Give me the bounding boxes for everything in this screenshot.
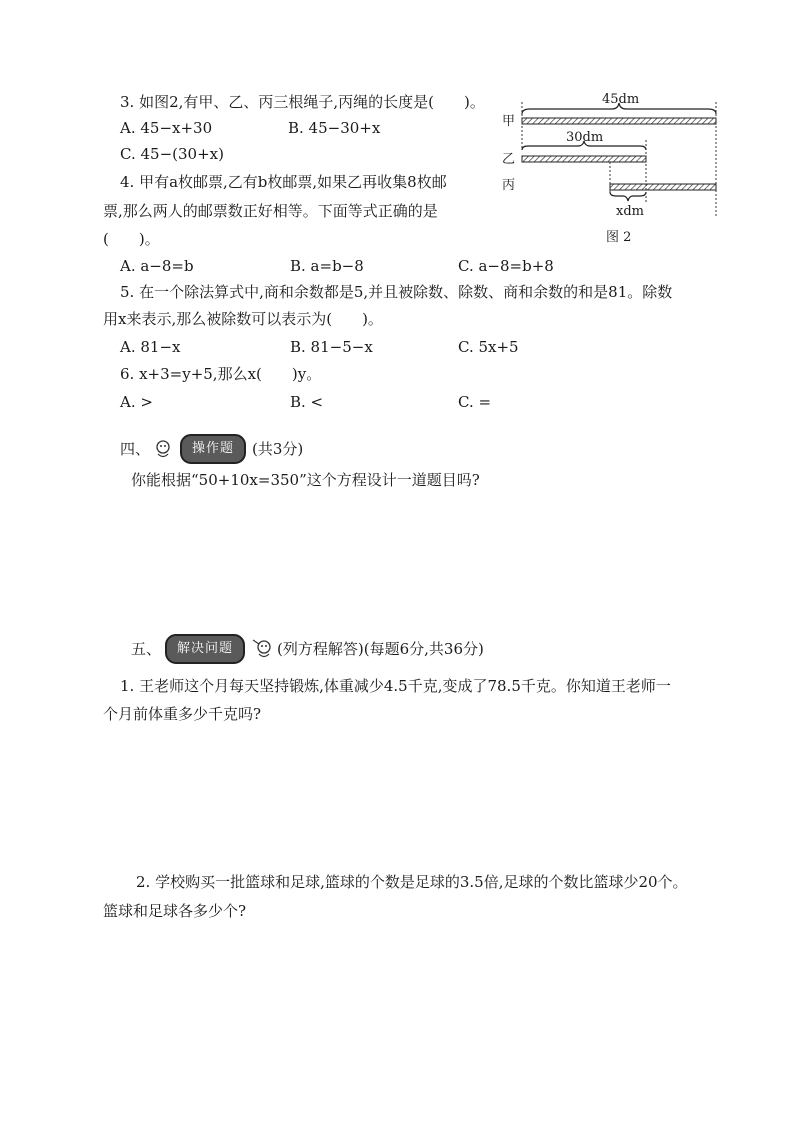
q4-option-c: C. a−8=b+8 — [458, 257, 554, 275]
q5-option-b: B. 81−5−x — [290, 338, 373, 356]
rope-a — [522, 118, 716, 124]
section-5-header — [131, 634, 484, 664]
q6-option-b: B. < — [290, 393, 324, 411]
q4-line-3: ( )。 — [103, 230, 160, 248]
figure-caption: 图 2 — [606, 230, 632, 245]
q4-option-b: B. a=b−8 — [290, 257, 364, 275]
section-5-number: 五、 — [131, 640, 162, 658]
q3-option-b: B. 45−30+x — [288, 119, 381, 137]
section-4-number: 四、 — [120, 440, 151, 458]
q4-line-1: 4. 甲有a枚邮票,乙有b枚邮票,如果乙再收集8枚邮 — [120, 173, 447, 191]
q6-option-c: C. = — [458, 393, 492, 411]
row-label-c: 丙 — [502, 178, 516, 193]
q3-option-c: C. 45−(30+x) — [120, 145, 224, 163]
q5-line-1: 5. 在一个除法算式中,商和余数都是5,并且被除数、除数、商和余数的和是81。除数 — [120, 283, 673, 301]
label-30dm: 30dm — [566, 130, 604, 145]
problem-2-line-2: 篮球和足球各多少个? — [103, 902, 247, 920]
q3-text: 3. 如图2,有甲、乙、丙三根绳子,丙绳的长度是( )。 — [120, 93, 485, 111]
rope-b — [522, 156, 646, 162]
section-4-points: (共3分) — [252, 440, 304, 458]
cartoon-icon — [150, 438, 176, 460]
row-label-a: 甲 — [502, 114, 516, 129]
q3-option-a: A. 45−x+30 — [120, 119, 213, 137]
section-4-header — [120, 434, 303, 464]
section-4-question: 你能根据“50+10x=350”这个方程设计一道题目吗? — [131, 471, 480, 489]
problem-1-line-1: 1. 王老师这个月每天坚持锻炼,体重减少4.5千克,变成了78.5千克。你知道王老师一 — [120, 677, 671, 695]
row-label-b: 乙 — [502, 152, 516, 167]
problem-2-line-1: 2. 学校购买一批篮球和足球,篮球的个数是足球的3.5倍,足球的个数比篮球少20个。 — [136, 873, 688, 891]
problem-1-line-2: 个月前体重多少千克吗? — [103, 705, 262, 723]
q4-option-a: A. a−8=b — [120, 257, 194, 275]
cartoon-icon — [251, 638, 277, 660]
section-5-badge: 解决问题 — [165, 634, 245, 664]
section-5-points: (列方程解答)(每题6分,共36分) — [277, 640, 484, 658]
brace-x — [610, 192, 646, 201]
q6-option-a: A. > — [120, 393, 153, 411]
rope-c — [610, 184, 716, 190]
q4-line-2: 票,那么两人的邮票数正好相等。下面等式正确的是 — [103, 202, 438, 220]
q5-option-c: C. 5x+5 — [458, 338, 519, 356]
label-45dm: 45dm — [602, 92, 640, 107]
q5-option-a: A. 81−x — [120, 338, 181, 356]
q6-text: 6. x+3=y+5,那么x( )y。 — [120, 365, 322, 383]
label-xdm: xdm — [616, 204, 644, 219]
q5-line-2: 用x来表示,那么被除数可以表示为( )。 — [103, 310, 383, 328]
section-4-badge: 操作题 — [180, 434, 246, 464]
figure-2 — [496, 92, 736, 252]
